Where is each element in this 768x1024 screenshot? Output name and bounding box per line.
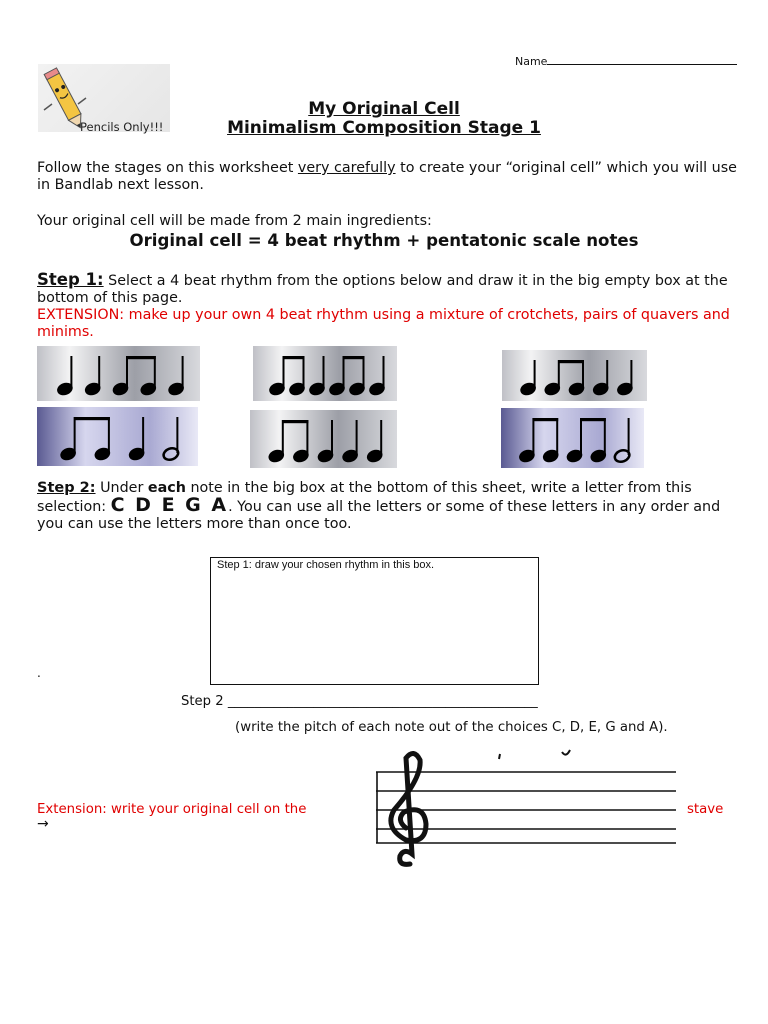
rhythm-options xyxy=(0,340,768,475)
pencil-caption: Pencils Only!!! xyxy=(80,120,164,134)
step2-text-b: note in the big box at the bottom of this sheet, write a letter from this selection: xyxy=(37,480,692,515)
draw-box-label: Step 1: draw your chosen rhythm in this box. xyxy=(217,559,435,571)
step2-letters: C D E G A xyxy=(110,494,229,516)
step2-line-label: Step 2 xyxy=(181,694,224,709)
name-field[interactable] xyxy=(515,54,737,68)
rhythm-option-2 xyxy=(253,346,397,401)
step2-text-a: Under xyxy=(95,480,148,496)
name-underline xyxy=(547,54,737,65)
intro-paragraph xyxy=(37,160,737,194)
intro-text-2: to create your “original cell” which you will use in Bandlab next lesson. xyxy=(37,160,737,193)
treble-clef-icon xyxy=(391,753,426,864)
rhythm-option-3 xyxy=(502,350,647,401)
rhythm-draw-box[interactable] xyxy=(210,557,539,685)
step1-heading: Step 1: xyxy=(37,270,104,289)
step2-each: each xyxy=(147,480,186,496)
step2-heading: Step 2: xyxy=(37,480,96,496)
ingredients-text: Your original cell will be made from 2 main ingredients: xyxy=(37,213,432,229)
extension2-stave-word: stave xyxy=(687,802,724,817)
title-line-2: Minimalism Composition Stage 1 xyxy=(227,118,541,138)
rhythm-option-4 xyxy=(37,407,198,466)
page-title xyxy=(0,100,768,138)
rhythm-option-5 xyxy=(250,410,397,468)
step2-paragraph xyxy=(37,480,737,533)
arrow-icon: → xyxy=(37,816,49,832)
treble-stave[interactable] xyxy=(370,748,680,878)
stray-dot: . xyxy=(37,666,41,680)
step1-paragraph xyxy=(37,271,737,307)
step1-text: Select a 4 beat rhythm from the options below and draw it in the big empty box at the bottom of this page. xyxy=(37,273,728,306)
title-line-1: My Original Cell xyxy=(308,99,460,119)
extension2-text: Extension: write your original cell on the xyxy=(37,802,307,817)
step2-text-c: . You can use all the letters or some of these letters in any order and you can use the letters more than once too. xyxy=(37,499,721,532)
intro-underlined: very carefully xyxy=(297,160,396,176)
pitch-instruction: (write the pitch of each note out of the choices C, D, E, G and A). xyxy=(235,720,668,735)
name-label: Name xyxy=(515,55,548,68)
rhythm-option-1 xyxy=(37,346,200,401)
step2-answer-line[interactable] xyxy=(181,694,538,709)
rhythm-option-6 xyxy=(501,408,644,468)
step2-line-blank: _______________________________________________ xyxy=(227,694,538,709)
intro-text-1: Follow the stages on this worksheet xyxy=(37,160,298,176)
formula-heading: Original cell = 4 beat rhythm + pentatonic scale notes xyxy=(129,231,639,250)
step1-extension: EXTENSION: make up your own 4 beat rhythm using a mixture of crotchets, pairs of quavers and minims. xyxy=(37,307,730,340)
